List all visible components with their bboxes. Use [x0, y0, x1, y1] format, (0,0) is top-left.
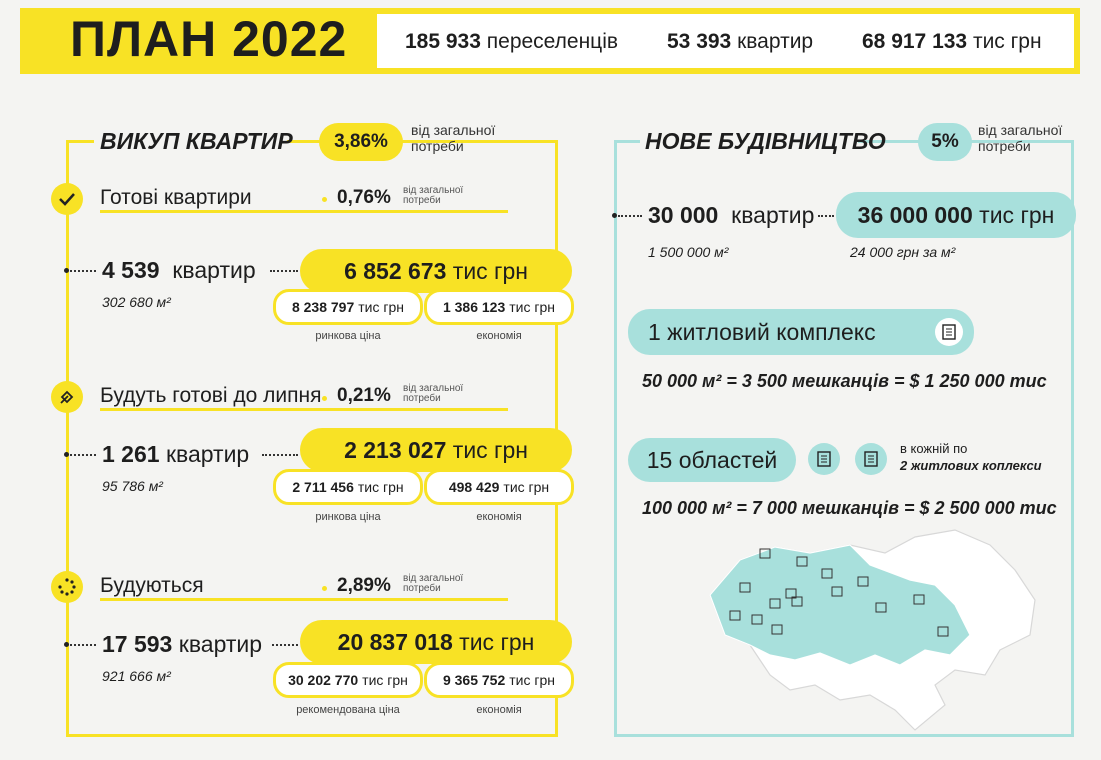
- group1-leader2: [270, 270, 298, 272]
- ukraine-map: [700, 525, 1045, 740]
- building-icon-badge-1: [808, 443, 840, 475]
- group3-savings-caption: економія: [476, 704, 522, 716]
- group2-total-pill: 2 213 027 тис грн: [300, 428, 572, 472]
- loading-icon: [57, 577, 77, 597]
- group2-leader: [70, 454, 96, 456]
- regions-note: в кожній по 2 житлових коплекси: [900, 441, 1042, 473]
- right-leader: [618, 215, 642, 217]
- page-title: ПЛАН 2022: [70, 11, 348, 67]
- group2-market-pill: 2 711 456 тис грн: [273, 469, 423, 505]
- group1-total-pill: 6 852 673 тис грн: [300, 249, 572, 293]
- trowel-icon: [58, 388, 76, 406]
- right-leader2: [818, 215, 834, 217]
- trowel-icon-badge: [51, 381, 83, 413]
- building-icon-badge-2: [855, 443, 887, 475]
- right-section-title: НОВЕ БУДІВНИЦТВО: [645, 128, 886, 154]
- check-icon-badge: [51, 183, 83, 215]
- group1-leader: [70, 270, 96, 272]
- group2-bullet: [64, 452, 69, 457]
- group1-market-pill: 8 238 797 тис грн: [273, 289, 423, 325]
- building-icon: [942, 324, 956, 340]
- group2-name: Будуть готові до липня: [100, 384, 322, 407]
- group3-recommended-caption: рекомендована ціна: [296, 704, 400, 716]
- group2-percent-note: від загальної потреби: [403, 383, 464, 404]
- loading-icon-badge: [51, 571, 83, 603]
- group2-underline: [100, 408, 508, 411]
- group3-bullet: [64, 642, 69, 647]
- right-percent-badge: 5%: [918, 123, 972, 161]
- stat-apartments: 53 393 квартир: [667, 30, 814, 53]
- group1-percent: 0,76%: [337, 187, 391, 208]
- group3-leader2: [272, 644, 298, 646]
- stat-resettled: 185 933 переселенців: [405, 30, 619, 53]
- group3-underline: [100, 598, 508, 601]
- group3-recommended-pill: 30 202 770 тис грн: [273, 662, 423, 698]
- right-percent-note: від загальної потреби: [978, 122, 1063, 154]
- right-bullet: [612, 213, 617, 218]
- right-price-per-m: 24 000 грн за м²: [850, 244, 956, 260]
- group2-market-caption: ринкова ціна: [315, 511, 381, 523]
- group2-savings-caption: економія: [476, 511, 522, 523]
- right-total-pill: 36 000 000 тис грн: [836, 192, 1076, 238]
- building-icon: [864, 451, 878, 467]
- complex-formula: 50 000 м² = 3 500 мешканців = $ 1 250 000 тис: [642, 371, 1047, 391]
- group3-percent: 2,89%: [337, 575, 391, 596]
- group3-leader: [70, 644, 96, 646]
- building-icon: [817, 451, 831, 467]
- group3-dot: [322, 586, 327, 591]
- group1-underline: [100, 210, 508, 213]
- right-area: 1 500 000 м²: [648, 244, 729, 260]
- right-count: 30 000 квартир: [648, 202, 815, 228]
- stat-budget: 68 917 133 тис грн: [862, 30, 1042, 53]
- group2-count: 1 261 квартир: [102, 441, 250, 467]
- group3-total-pill: 20 837 018 тис грн: [300, 620, 572, 664]
- group1-market-caption: ринкова ціна: [315, 330, 381, 342]
- group3-area: 921 666 м²: [102, 668, 171, 684]
- right-frame-top-left: [614, 140, 640, 143]
- group1-savings-pill: 1 386 123 тис грн: [424, 289, 574, 325]
- group3-count: 17 593 квартир: [102, 631, 263, 657]
- group1-name: Готові квартири: [100, 186, 252, 209]
- left-percent-badge: 3,86%: [319, 123, 403, 161]
- group1-count: 4 539 квартир: [102, 257, 256, 283]
- group2-leader2: [262, 454, 298, 456]
- regions-formula: 100 000 м² = 7 000 мешканців = $ 2 500 000 тис: [642, 498, 1057, 518]
- group1-dot: [322, 197, 327, 202]
- group3-name: Будуються: [100, 574, 204, 597]
- group3-savings-pill: 9 365 752 тис грн: [424, 662, 574, 698]
- group2-savings-pill: 498 429 тис грн: [424, 469, 574, 505]
- group3-percent-note: від загальної потреби: [403, 573, 464, 594]
- group2-percent: 0,21%: [337, 385, 391, 406]
- group2-area: 95 786 м²: [102, 478, 163, 494]
- complex-pill: 1 житловий комплекс: [628, 309, 974, 355]
- left-frame-top-left: [66, 140, 94, 143]
- building-icon-badge: [935, 318, 963, 346]
- left-section-title: ВИКУП КВАРТИР: [100, 128, 293, 154]
- group2-dot: [322, 396, 327, 401]
- check-icon: [58, 192, 76, 206]
- group1-area: 302 680 м²: [102, 294, 171, 310]
- group1-percent-note: від загальної потреби: [403, 185, 464, 206]
- group1-bullet: [64, 268, 69, 273]
- left-percent-note: від загальної потреби: [411, 122, 496, 154]
- regions-pill: 15 областей: [628, 438, 796, 482]
- group1-savings-caption: економія: [476, 330, 522, 342]
